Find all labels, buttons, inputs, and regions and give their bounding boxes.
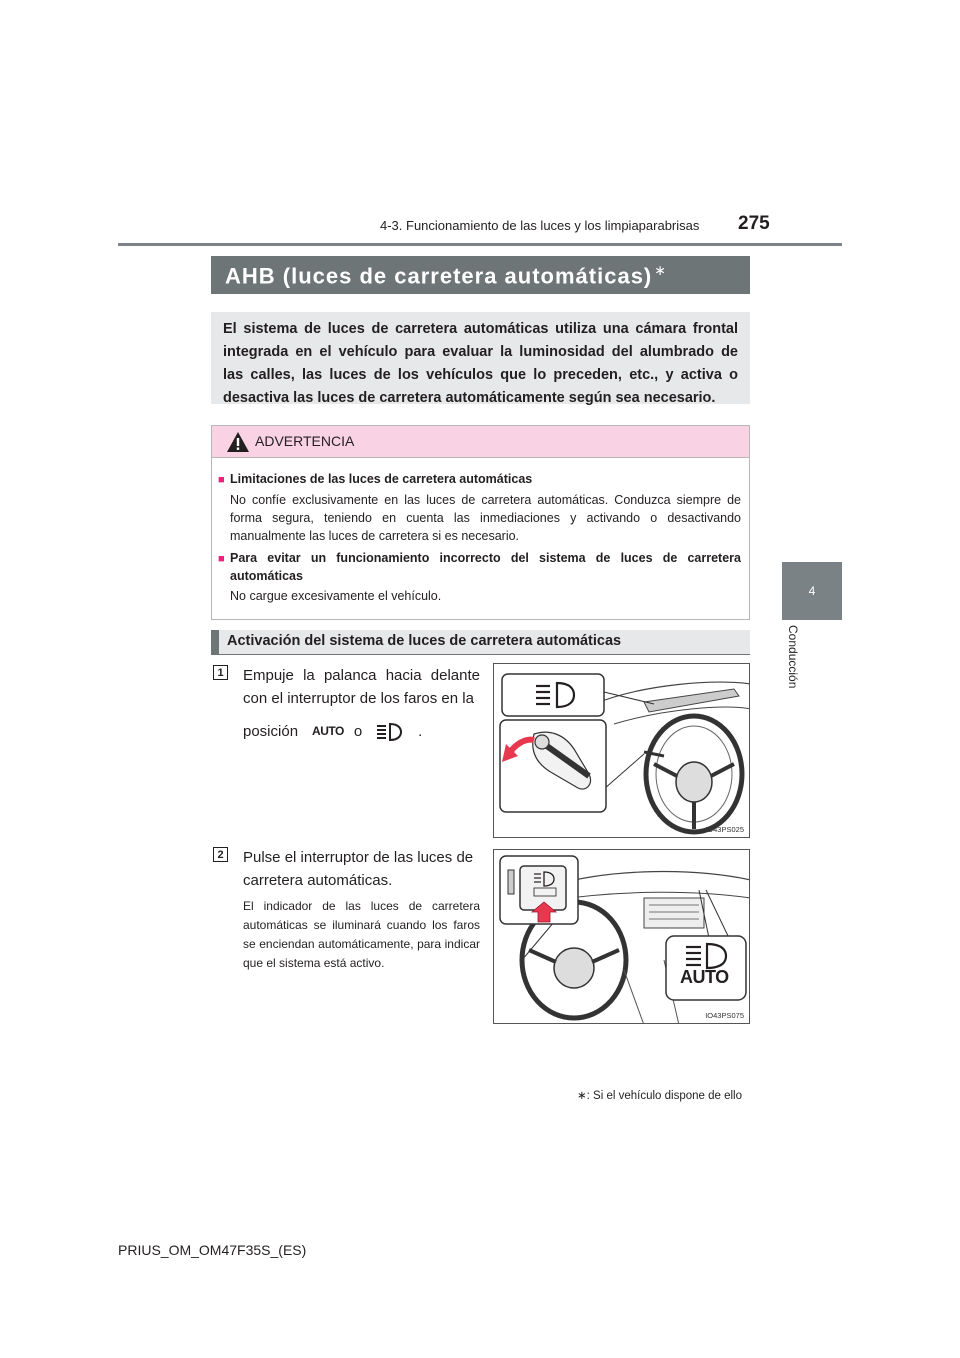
- step-1-text: Empuje la palanca hacia delante con el interruptor de los faros en la posición AUTO o .: [243, 664, 480, 743]
- auto-indicator-label: AUTO: [680, 967, 729, 987]
- title-marker: ∗: [654, 262, 667, 278]
- document-code: PRIUS_OM_OM47F35S_(ES): [118, 1242, 307, 1258]
- square-bullet-icon: ■: [218, 553, 225, 565]
- figure-lever: [493, 663, 750, 838]
- warning-header: [212, 426, 749, 458]
- warning-item-text: No confíe exclusivamente en las luces de carretera automáticas. Conduzca siempre de forma segura, teniendo en cuenta las inmediaciones y activando o desactivando manualmente las luces de carretera si es necesario.: [230, 493, 741, 543]
- warning-item-text: No cargue excesivamente el vehículo.: [230, 589, 442, 603]
- footnote: ∗: Si el vehículo dispone de ello: [577, 1090, 742, 1102]
- figure-code: IO43PS075: [705, 1011, 744, 1020]
- step-number-2: 2: [213, 847, 228, 862]
- warning-box: [211, 425, 750, 620]
- header-rule: [118, 243, 842, 246]
- step-number-1: 1: [213, 665, 228, 680]
- lever-illustration: [494, 664, 750, 838]
- warning-item: ■ Para evitar un funcionamiento incorrecto del sistema de luces de carretera automáticas: [218, 551, 741, 583]
- auto-symbol: AUTO: [312, 724, 344, 738]
- section-rule: [211, 654, 750, 655]
- square-bullet-icon: ■: [218, 474, 225, 486]
- page-title: AHB (luces de carretera automáticas) ∗: [211, 256, 750, 294]
- footnote-marker: ∗: [577, 1090, 587, 1102]
- step-2-text: Pulse el interruptor de las luces de carretera automáticas.: [243, 849, 474, 889]
- warning-title: ADVERTENCIA: [255, 433, 355, 449]
- running-header: 4-3. Funcionamiento de las luces y los limpiaparabrisas: [380, 218, 700, 233]
- intro-line: desactiva las luces de carretera automáticamente según sea necesario.: [223, 390, 716, 406]
- section-heading: Activación del sistema de luces de carretera automáticas: [211, 630, 750, 655]
- figure-code: IO43PS025: [705, 825, 744, 834]
- warning-item: ■ Limitaciones de las luces de carretera automáticas: [218, 470, 741, 489]
- warning-body: [212, 458, 749, 605]
- chapter-tab: [782, 562, 842, 620]
- chapter-number: 4: [808, 584, 816, 598]
- chapter-label: Conducción: [786, 625, 800, 689]
- intro-box: [211, 312, 750, 404]
- step-2-note: El indicador de las luces de carretera automáticas se iluminará cuando los faros se enciendan automáticamente, para indicar que el sistema está activo.: [243, 899, 480, 970]
- intro-line: las calles, las luces de los vehículos que lo preceden, etc., y activa o: [223, 367, 738, 383]
- intro-line: El sistema de luces de carretera automáticas utiliza una cámara frontal: [223, 321, 738, 337]
- switch-illustration: [494, 850, 750, 1024]
- page-number: 275: [738, 213, 770, 234]
- warning-triangle-icon: [226, 431, 250, 453]
- figure-switch: [493, 849, 750, 1024]
- headlight-icon: [374, 721, 404, 743]
- intro-line: integrada en el vehículo para evaluar la luminosidad del alumbrado de: [223, 344, 738, 360]
